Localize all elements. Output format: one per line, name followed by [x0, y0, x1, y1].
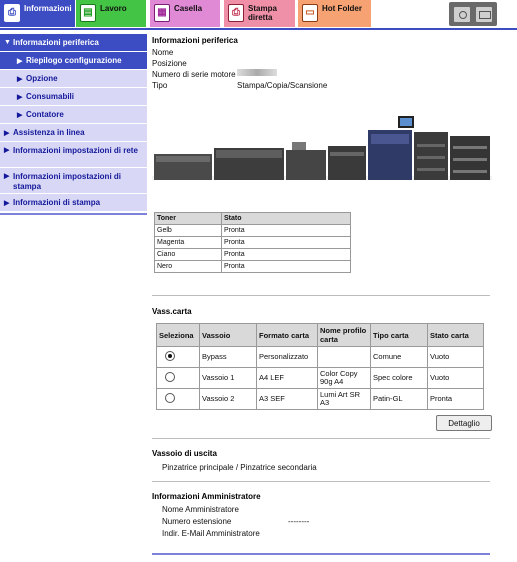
- table-header-row: [155, 213, 351, 225]
- toner-color: Magenta: [155, 237, 222, 249]
- tray-name: Vassoio 2: [200, 389, 257, 410]
- device-field-row: [152, 58, 492, 69]
- sidebar-item-impostazioni-stampa[interactable]: [0, 168, 147, 193]
- toner-color: Gelb: [155, 225, 222, 237]
- sidebar-item-label: Assistenza in linea: [13, 128, 85, 137]
- admin-field-row: [162, 516, 492, 528]
- hot-folder-tab-icon: ▭: [302, 4, 318, 22]
- toner-color: Nero: [155, 261, 222, 273]
- chevron-right-icon: ▶: [17, 93, 23, 101]
- toner-status: Pronta: [222, 225, 351, 237]
- chevron-right-icon: ▶: [4, 173, 10, 180]
- table-row: [157, 389, 484, 410]
- column-header: Stato carta: [428, 324, 484, 347]
- tab-label: Lavoro: [100, 4, 127, 13]
- tray-type: Spec colore: [371, 368, 428, 389]
- column-header: Nome profilo carta: [318, 324, 371, 347]
- tray-format: Personalizzato: [257, 347, 318, 368]
- sidebar-bottom-line: [0, 213, 147, 215]
- admin-title: Informazioni Amministratore: [152, 492, 261, 501]
- chevron-right-icon: ▶: [4, 129, 10, 137]
- paper-tray-table: [156, 323, 484, 410]
- field-value: Stampa/Copia/Scansione: [237, 81, 328, 90]
- sidebar-item-contatore[interactable]: [0, 106, 147, 123]
- field-value: --------: [288, 517, 310, 526]
- sidebar-item-informazioni-periferica[interactable]: [0, 34, 147, 51]
- tray-select-radio[interactable]: [165, 393, 175, 403]
- tab-underline: [0, 28, 517, 30]
- column-header: Seleziona: [157, 324, 200, 347]
- tray-status: Pronta: [428, 389, 484, 410]
- tab-label: Informazioni: [24, 4, 72, 13]
- tray-select-radio[interactable]: [165, 351, 175, 361]
- detail-button[interactable]: Dettaglio: [436, 415, 492, 431]
- output-tray-section: [152, 449, 492, 472]
- top-tab-bar: [0, 0, 517, 29]
- tab-label-line2: diretta: [248, 13, 273, 22]
- chevron-right-icon: ▶: [17, 57, 23, 65]
- tray-profile: [318, 347, 371, 368]
- table-row: [155, 261, 351, 273]
- redacted-serial-number: [237, 69, 277, 76]
- tray-profile: Lumi Art SR A3: [318, 389, 371, 410]
- field-label: Indir. E-Mail Amministratore: [162, 529, 260, 538]
- tray-profile: Color Copy 90g A4: [318, 368, 371, 389]
- tray-format: A3 SEF: [257, 389, 318, 410]
- toner-color: Ciano: [155, 249, 222, 261]
- tab-label: [248, 4, 277, 22]
- paper-tray-section: [152, 307, 492, 410]
- sidebar-item-consumabili[interactable]: [0, 88, 147, 105]
- admin-field-row: [162, 504, 492, 516]
- sidebar-item-label: Informazioni impostazioni di stampa: [13, 172, 121, 191]
- tray-name: Bypass: [200, 347, 257, 368]
- tab-casella[interactable]: [150, 0, 220, 27]
- sidebar-item-informazioni-stampa[interactable]: [0, 194, 147, 211]
- sidebar-item-riepilogo-configurazione[interactable]: [0, 52, 147, 69]
- device-field-row: [152, 47, 492, 58]
- output-tray-title: Vassoio di uscita: [152, 449, 217, 458]
- tray-status: Vuoto: [428, 347, 484, 368]
- field-label: Nome Amministratore: [162, 505, 239, 514]
- sidebar-item-label: Consumabili: [26, 92, 75, 101]
- column-header: Formato carta: [257, 324, 318, 347]
- field-label: Posizione: [152, 59, 187, 68]
- toner-status: Pronta: [222, 261, 351, 273]
- tray-status: Vuoto: [428, 368, 484, 389]
- field-label: Tipo: [152, 81, 168, 90]
- chevron-right-icon: ▶: [4, 199, 10, 207]
- sidebar-item-assistenza-in-linea[interactable]: [0, 124, 147, 141]
- device-field-row: [152, 69, 492, 80]
- chevron-down-icon: ▼: [4, 39, 11, 46]
- tray-select-radio[interactable]: [165, 372, 175, 382]
- sidebar-item-label: Informazioni di stampa: [13, 198, 101, 207]
- divider: [152, 481, 490, 482]
- column-header: Stato: [222, 213, 351, 225]
- field-label: Nome: [152, 48, 174, 57]
- table-row: [155, 237, 351, 249]
- printer-system-image: [152, 92, 492, 212]
- field-label: Numero estensione: [162, 517, 232, 526]
- tab-stampa-diretta[interactable]: [224, 0, 295, 27]
- main-content: [152, 36, 492, 273]
- tray-name: Vassoio 1: [200, 368, 257, 389]
- chevron-right-icon: ▶: [4, 147, 10, 154]
- device-field-row: [152, 80, 492, 91]
- column-header: Vassoio: [200, 324, 257, 347]
- column-header: Toner: [155, 213, 222, 225]
- table-row: [155, 225, 351, 237]
- admin-field-row: [162, 528, 492, 540]
- sidebar-item-label: Informazioni periferica: [13, 38, 99, 47]
- sidebar-item-label: Riepilogo configurazione: [26, 56, 122, 65]
- table-row: [155, 249, 351, 261]
- column-header: Tipo carta: [371, 324, 428, 347]
- chevron-right-icon: ▶: [17, 75, 23, 83]
- box-tab-icon: ▦: [154, 4, 170, 22]
- device-info-title: Informazioni periferica: [152, 36, 238, 45]
- sidebar-item-label: Opzione: [26, 74, 58, 83]
- field-label: Numero di serie motore: [152, 70, 236, 79]
- admin-section: [152, 492, 492, 540]
- tab-informazioni[interactable]: [0, 0, 75, 27]
- display-icon[interactable]: [476, 7, 492, 22]
- divider: [152, 438, 490, 439]
- paper-tray-title: Vass.carta: [152, 307, 192, 316]
- table-row: [157, 347, 484, 368]
- sidebar-item-impostazioni-rete[interactable]: [0, 142, 147, 167]
- sidebar: [0, 34, 147, 215]
- toner-status: Pronta: [222, 237, 351, 249]
- table-header-row: [157, 324, 484, 347]
- tab-label: Hot Folder: [322, 4, 362, 13]
- table-row: [157, 368, 484, 389]
- tray-format: A4 LEF: [257, 368, 318, 389]
- maintenance-icon[interactable]: [454, 7, 470, 22]
- tab-label-line1: Stampa: [248, 4, 277, 13]
- toner-table: [154, 212, 351, 273]
- sidebar-item-opzione[interactable]: [0, 70, 147, 87]
- job-tab-icon: ▤: [80, 4, 96, 22]
- tray-type: Patin-GL: [371, 389, 428, 410]
- toner-status: Pronta: [222, 249, 351, 261]
- utility-icon-group: [449, 2, 497, 26]
- tray-type: Comune: [371, 347, 428, 368]
- info-tab-icon: ⎙: [4, 4, 20, 22]
- tab-hot-folder[interactable]: [298, 0, 371, 27]
- sidebar-item-label: Contatore: [26, 110, 64, 119]
- tab-label: Casella: [174, 4, 203, 13]
- divider: [152, 295, 490, 296]
- sidebar-item-label: Informazioni impostazioni di rete: [13, 146, 138, 155]
- direct-print-tab-icon: ⎙: [228, 4, 244, 22]
- tab-lavoro[interactable]: [76, 0, 146, 27]
- chevron-right-icon: ▶: [17, 111, 23, 119]
- output-tray-value: Pinzatrice principale / Pinzatrice secondaria: [162, 463, 317, 472]
- content-bottom-line: [152, 553, 490, 555]
